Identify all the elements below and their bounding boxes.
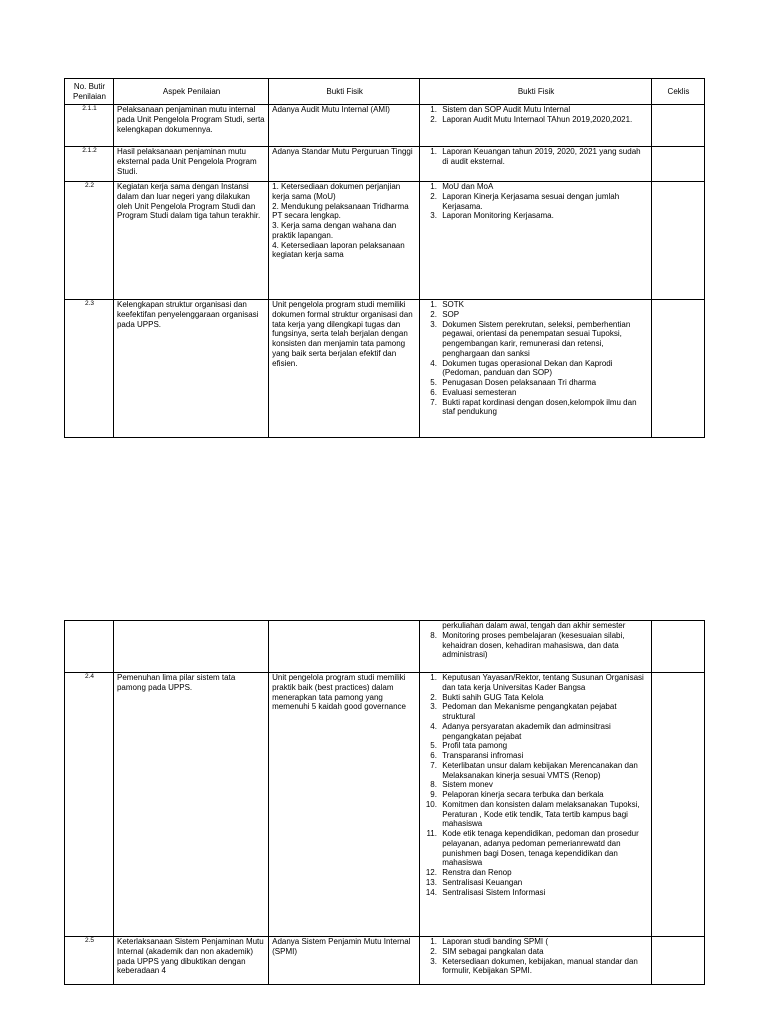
ceklis-cell[interactable] [651, 105, 704, 147]
table-row-continued [65, 621, 705, 673]
aspek-cell: Kelengkapan struktur organisasi dan keefektifan penyelenggaraan organisasi pada UPPS. [113, 300, 268, 438]
bukti-fisik-cell: Adanya Sistem Penjamin Mutu Internal (SPMI) [269, 937, 420, 985]
list-item: 3. Pedoman dan Mekanisme pengangkatan pejabat struktural [439, 702, 649, 722]
evidence-list [423, 147, 649, 167]
ceklis-cell[interactable] [651, 673, 704, 937]
row-number: 2.4 [65, 673, 114, 937]
evidence-list [423, 182, 649, 221]
ceklis-cell[interactable] [651, 182, 704, 300]
list-item-continued: perkuliahan dalam awal, tengah dan akhir semester [442, 621, 626, 630]
row-number: 2.3 [65, 300, 114, 438]
list-item: 1. MoU dan MoA [439, 182, 649, 192]
list-item: 2. Laporan Audit Mutu Internaol TAhun 2019,2020,2021. [439, 115, 649, 125]
row-number: 2.1.2 [65, 147, 114, 182]
list-item: 13. Sentralisasi Keuangan [439, 878, 649, 888]
list-item: 3. Ketersediaan dokumen, kebijakan, manual standar dan formulir, Kebijakan SPMI. [439, 957, 649, 977]
list-item: 1. Sistem dan SOP Audit Mutu Internal [439, 105, 649, 115]
aspek-cell: Hasil pelaksanaan penjaminan mutu eksternal pada Unit Pengelola Program Studi. [113, 147, 268, 182]
bukti-fisik-list-cell [420, 937, 652, 985]
list-item: 12. Renstra dan Renop [439, 868, 649, 878]
aspek-cell [113, 621, 268, 673]
header-ceklis: Ceklis [651, 79, 704, 105]
table-header-row [65, 79, 705, 105]
list-item: 3. Dokumen Sistem perekrutan, seleksi, pemberhentian pegawai, orientasi da penempatan sesuai Tupoksi, pengembangan karir, remunerasi dan retensi, penghargaan dan sanksi [439, 320, 649, 359]
evidence-list [423, 937, 649, 976]
row-number: 2.2 [65, 182, 114, 300]
table-row [65, 105, 705, 147]
assessment-table-1 [64, 78, 705, 438]
table-row [65, 147, 705, 182]
list-item: 1. Laporan Keuangan tahun 2019, 2020, 2021 yang sudah di audit eksternal. [439, 147, 649, 167]
list-item: 5. Profil tata pamong [439, 741, 649, 751]
header-aspek-penilaian: Aspek Penilaian [113, 79, 268, 105]
list-item: 2. SOP [439, 310, 649, 320]
assessment-table-2 [64, 620, 705, 985]
aspek-cell: Pelaksanaan penjaminan mutu internal pada Unit Pengelola Program Studi, serta kelengkapan dokumennya. [113, 105, 268, 147]
list-item: 11. Kode etik tenaga kependidikan, pedoman dan prosedur pelayanan, adanya pedoman pemerianrewatd dan punishmen bagi Dosen, tenaga kependidikan dan mahasiswa [439, 829, 649, 868]
header-bukti-fisik-2: Bukti Fisik [420, 79, 652, 105]
bukti-fisik-list-cell [420, 300, 652, 438]
evidence-list [423, 300, 649, 417]
list-item: 1. SOTK [439, 300, 649, 310]
list-item: 14. Sentralisasi Sistem Informasi [439, 888, 649, 898]
list-item: 8. Sistem monev [439, 780, 649, 790]
list-item: 8. Monitoring proses pembelajaran (kesesuaian silabi, kehaidran dosen, kehadiran mahasiswa, dan data administrasi) [439, 631, 649, 660]
list-item: 7. Bukti rapat kordinasi dengan dosen,kelompok ilmu dan staf pendukung [439, 398, 649, 418]
aspek-cell: Keterlaksanaan Sistem Penjaminan Mutu Internal (akademik dan non akademik) pada UPPS yang dibuktikan dengan keberadaan 4 [113, 937, 268, 985]
ceklis-cell[interactable] [651, 147, 704, 182]
row-number: 2.5 [65, 937, 114, 985]
list-item: 1. Laporan studi banding SPMI ( [439, 937, 649, 947]
list-item: 2. SIM sebagai pangkalan data [439, 947, 649, 957]
list-item: 4. Dokumen tugas operasional Dekan dan Kaprodi (Pedoman, panduan dan SOP) [439, 359, 649, 379]
aspek-cell: Pemenuhan lima pilar sistem tata pamong pada UPPS. [113, 673, 268, 937]
header-no-butir: No. Butir Penilaian [65, 79, 114, 105]
bukti-fisik-cell: Adanya Standar Mutu Perguruan Tinggi [269, 147, 420, 182]
list-item: 1. Keputusan Yayasan/Rektor, tentang Susunan Organisasi dan tata kerja Universitas Kader Bangsa [439, 673, 649, 693]
table-row [65, 182, 705, 300]
list-item: 7. Keterlibatan unsur dalam kebijakan Merencanakan dan Melaksanakan kinerja sesuai VMTS (Renop) [439, 761, 649, 781]
bukti-fisik-cell [269, 621, 420, 673]
table-row [65, 937, 705, 985]
list-item: 2. Bukti sahih GUG Tata Kelola [439, 693, 649, 703]
evidence-list [423, 673, 649, 897]
list-item: 9. Pelaporan kinerja secara terbuka dan berkala [439, 790, 649, 800]
bukti-fisik-list-cell [420, 182, 652, 300]
bukti-fisik-cell: Adanya Audit Mutu Internal (AMI) [269, 105, 420, 147]
evidence-list [423, 621, 649, 660]
bukti-fisik-list-cell [420, 105, 652, 147]
ceklis-cell[interactable] [651, 300, 704, 438]
evidence-list [423, 105, 649, 125]
bukti-fisik-list-cell [420, 621, 652, 673]
list-item: 2. Laporan Kinerja Kerjasama sesuai dengan jumlah Kerjasama. [439, 192, 649, 212]
list-item: 5. Penugasan Dosen pelaksanaan Tri dharma [439, 378, 649, 388]
row-number [65, 621, 114, 673]
list-item: 6. Transparansi infromasi [439, 751, 649, 761]
aspek-cell: Kegiatan kerja sama dengan Instansi dalam dan luar negeri yang dilakukan oleh Unit Pengelola Program Studi dan Program Studi dalam tiga tahun terakhir. [113, 182, 268, 300]
row-number: 2.1.1 [65, 105, 114, 147]
bukti-fisik-cell: Unit pengelola program studi memiliki praktik baik (best practices) dalam menerapkan tata pamong yang memenuhi 5 kaidah good governance [269, 673, 420, 937]
list-item: 10. Komitmen dan konsisten dalam melaksanakan Tupoksi, Peraturan , Kode etik tendik, Tata tertib kampus bagi mahasiswa [439, 800, 649, 829]
bukti-fisik-cell: 1. Ketersediaan dokumen perjanjian kerja sama (MoU) 2. Mendukung pelaksanaan Tridharma PT secara lengkap. 3. Kerja sama dengan wahana dan praktik lapangan. 4. Ketersediaan laporan pelaksanaan kegiatan kerja sama [269, 182, 420, 300]
list-item: 6. Evaluasi semesteran [439, 388, 649, 398]
list-item: 3. Laporan Monitoring Kerjasama. [439, 211, 649, 221]
bukti-fisik-list-cell [420, 147, 652, 182]
table-row [65, 673, 705, 937]
ceklis-cell[interactable] [651, 937, 704, 985]
list-item: 4. Adanya persyaratan akademik dan adminsitrasi pengangkatan pejabat [439, 722, 649, 742]
ceklis-cell[interactable] [651, 621, 704, 673]
header-bukti-fisik-1: Bukti Fisik [269, 79, 420, 105]
table-row [65, 300, 705, 438]
bukti-fisik-cell: Unit pengelola program studi memiliki dokumen formal struktur organisasi dan tata kerja yang dilengkapi tugas dan fungsinya, serta telah berjalan dengan konsisten dan menjamin tata pamong yang baik serta berjalan efektif dan efisien. [269, 300, 420, 438]
bukti-fisik-list-cell [420, 673, 652, 937]
